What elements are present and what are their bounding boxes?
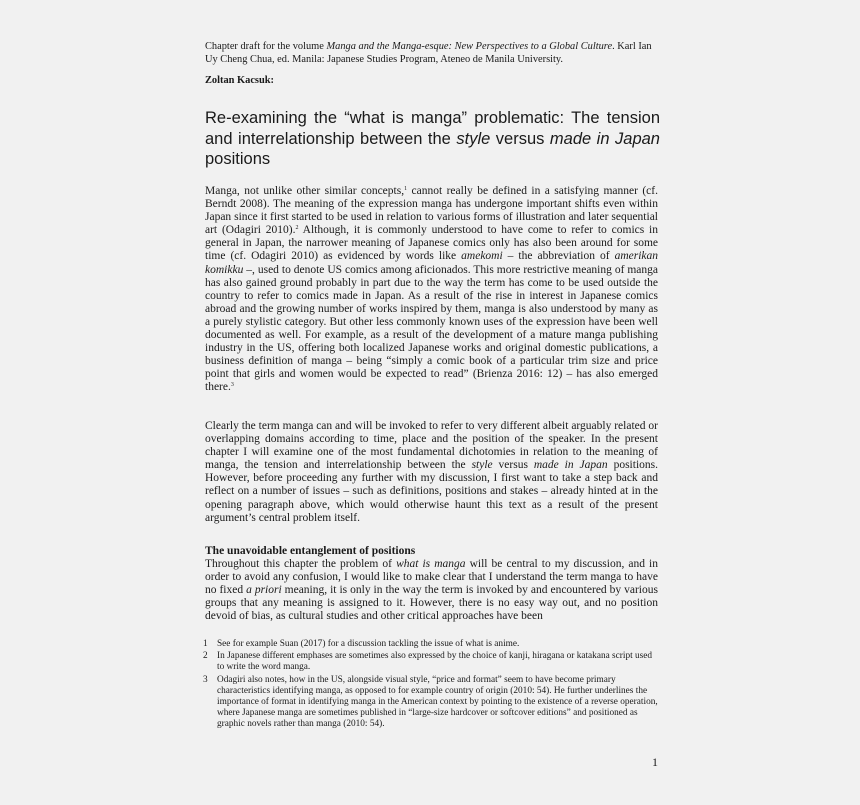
para3-text-1: Throughout this chapter the problem of bbox=[205, 558, 397, 570]
header-prefix: Chapter draft for the volume bbox=[205, 41, 327, 52]
footnote-ref-3: 3 bbox=[230, 382, 234, 389]
paragraph-2 bbox=[205, 420, 658, 525]
para1-text-4: – the abbreviation of bbox=[502, 250, 615, 263]
footnote-number: 1 bbox=[203, 639, 208, 649]
title-part-1: Re-examining the “what is manga” problematic: The tension and interrelationship between the bbox=[205, 109, 660, 148]
term-amekomi: amekomi bbox=[461, 250, 503, 263]
footnote-item bbox=[203, 639, 658, 650]
footnote-item bbox=[203, 651, 658, 673]
term-what-is-manga: what is manga bbox=[396, 558, 466, 570]
title-style: style bbox=[456, 129, 491, 148]
para2-text-2: versus bbox=[492, 459, 534, 472]
term-a-priori: a priori bbox=[246, 584, 282, 597]
footnote-text: Odagiri also notes, how in the US, alongside visual style, “price and format” seem to have become primary characteristics identifying manga, as opposed to for example country of origin (2010: 54). He further underlines the importance of format in identifying manga in the American context by pointing to the existence of a reverse operation, where Japanese manga are sometimes published in “large-size hardcover or softcover editions” and positioned as graphic novels rather than manga (2010: 54). bbox=[217, 674, 658, 730]
para2-text-1: Clearly the term manga can and will be invoked to refer to very different albeit arguably related or overlapping domains according to time, place and the position of the speaker. In the present chapter I will examine one of the most fundamental dichotomies in relation to the meaning of manga, the tension and interrelationship between the bbox=[205, 420, 658, 472]
term-style: style bbox=[471, 459, 493, 472]
page-number: 1 bbox=[652, 755, 658, 769]
chapter-header bbox=[205, 40, 665, 66]
footnote-text: In Japanese different emphases are sometimes also expressed by the choice of kanji, hiragana or katakana script used to write the word manga. bbox=[217, 651, 653, 673]
para1-text-5: –, used to denote US comics among aficionados. This more restrictive meaning of manga has also gained ground probably in part due to the way the term has come to be used outside the country to refer to comics made in Japan. As a result of the rise in interest in Japanese comics abroad and the growing number of works inspired by them, manga is also understood by many as a purely stylistic category. But other less commonly known uses of the expression have been well documented as well. For example, as a result of the development of a mature manga publishing industry in the US, offering both localized Japanese works and original domestic publications, a business definition of manga – being “simply a comic book of a particular trim size and price point that girls and women would be expected to read” (Brienza 2016: 12) – has also emerged there. bbox=[205, 263, 658, 394]
chapter-title bbox=[205, 108, 660, 170]
para1-text-3: Although, it is commonly understood to have come to refer to comics in general in Japan, the narrower meaning of Japanese comics only has also been around for some time (cf. Odagiri 2010) as evidenced by words like bbox=[205, 224, 658, 263]
author-name: Zoltan Kacsuk: bbox=[205, 75, 274, 86]
paragraph-3 bbox=[205, 558, 658, 625]
volume-title: Manga and the Manga-esque: New Perspectives to a Global Culture bbox=[326, 41, 613, 52]
footnote-number: 3 bbox=[203, 674, 208, 685]
section-heading: The unavoidable entanglement of positions bbox=[205, 545, 416, 557]
para3-text-2: will be central to my discussion, and in order to avoid any confusion, I would like to make clear that I understand the term manga to have no fixed bbox=[205, 558, 658, 597]
footnote-ref-1: 1 bbox=[404, 186, 408, 192]
para1-text-1: Manga, not unlike other similar concepts, bbox=[205, 185, 405, 197]
footnotes bbox=[203, 639, 658, 732]
para2-text-3: positions. However, before proceeding any further with my discussion, I first want to take a step back and reflect on a number of issues – such as definitions, positions and stakes – already hinted at in the opening paragraph above, which would otherwise haunt this text as a result of the present argument’s central problem itself. bbox=[205, 459, 658, 524]
term-made-in-japan: made in Japan bbox=[533, 459, 608, 472]
paragraph-1 bbox=[205, 185, 658, 395]
title-part-3: positions bbox=[205, 150, 271, 168]
footnote-number: 2 bbox=[203, 651, 208, 662]
para1-text-2: cannot really be defined in a satisfying manner (cf. Berndt 2008). The meaning of the expression manga has undergone important shifts even within Japan since it first started to be used in relation to various forms of illustration and later sequential art (Odagiri 2010). bbox=[205, 185, 658, 237]
title-made-in-japan: made in Japan bbox=[549, 129, 660, 148]
footnote-ref-2: 2 bbox=[295, 225, 299, 232]
title-part-2: versus bbox=[490, 129, 550, 148]
header-suffix: . Karl Ian Uy Cheng Chua, ed. Manila: Japanese Studies Program, Ateneo de Manila University. bbox=[205, 41, 652, 65]
para3-text-3: meaning, it is only in the way the term is invoked by and encountered by various groups that any meaning is assigned to it. However, there is no easy way out, and no position devoid of bias, as cultural studies and other critical approaches have been bbox=[205, 584, 658, 623]
footnote-item bbox=[203, 675, 658, 731]
footnote-text: See for example Suan (2017) for a discussion tackling the issue of what is anime. bbox=[217, 639, 520, 649]
term-amerikan-komikku: amerikan komikku bbox=[205, 250, 658, 276]
